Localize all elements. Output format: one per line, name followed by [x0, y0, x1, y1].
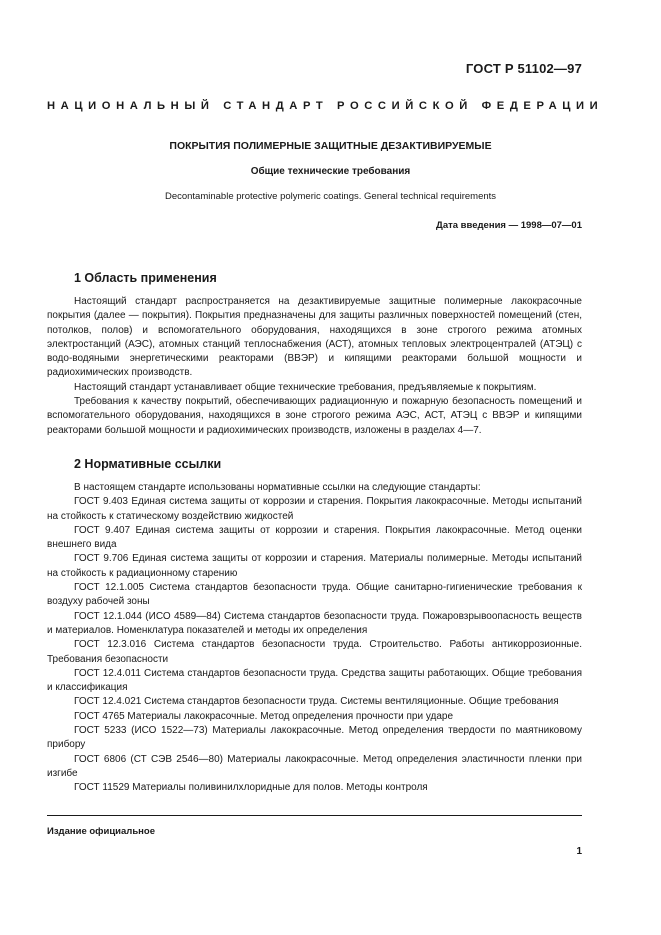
section-scope: [47, 270, 582, 438]
paragraph: Настоящий стандарт устанавливает общие технические требования, предъявляемые к покрытиям.: [74, 381, 537, 393]
reference-item: ГОСТ 5233 (ИСО 1522—73) Материалы лакокрасочные. Метод определения твердости по маятниковому прибору: [47, 725, 582, 751]
introduction-date: Дата введения — 1998—07—01: [436, 220, 582, 231]
document-subtitle: Общие технические требования: [250, 166, 411, 177]
reference-item: ГОСТ 6806 (СТ СЭВ 2546—80) Материалы лакокрасочные. Метод определения эластичности пленки при изгибе: [47, 753, 582, 779]
page-number: 1: [576, 846, 582, 857]
reference-item: ГОСТ 9.407 Единая система защиты от коррозии и старения. Покрытия лакокрасочные. Метод оценки внешнего вида: [47, 524, 582, 551]
reference-item: ГОСТ 9.706 Единая система защиты от коррозии и старения. Материалы полимерные. Методы испытаний на стойкость к радиационному старению: [47, 553, 582, 579]
reference-item: ГОСТ 12.4.011 Система стандартов безопасности труда. Средства защиты работающих. Общие требования и классификация: [47, 667, 582, 694]
reference-item: ГОСТ 12.4.021 Система стандартов безопасности труда. Системы вентиляционные. Общие требования: [74, 696, 559, 708]
document-body: [47, 270, 582, 796]
paragraph: Настоящий стандарт распространяется на дезактивируемые защитные полимерные лакокрасочные покрытия (далее — покрытия). Покрытия предназначены для защиты различных поверхностей помещений (стен, потолков, полов) и вспомогательного оборудования, находящихся в зоне строгого режима атомных электростанций (АЭС), атомных станций теплоснабжения (АСТ), атомных тепловых электроцентралей (АТЭЦ) с водо-водяными энергетическими реакторами (ВВЭР) и кипящими реакторами большой мощности и радиохимических производств.: [47, 296, 582, 379]
section-heading: 1 Область применения: [74, 271, 217, 285]
paragraph: Требования к качеству покрытий, обеспечивающих радиационную и пожарную безопасность помещений и вспомогательного оборудования, находящихся в зоне строгого режима АЭС, АСТ, АТЭЦ с ВВЭР и кипящими реакторами большой мощности и радиохимических производств, изложены в разделах 4—7.: [47, 396, 582, 436]
reference-item: ГОСТ 9.403 Единая система защиты от коррозии и старения. Покрытия лакокрасочные. Методы испытаний на стойкость к статическому воздействию жидкостей: [47, 496, 582, 522]
reference-item: ГОСТ 12.3.016 Система стандартов безопасности труда. Строительство. Работы антикоррозионные. Требования безопасности: [47, 639, 582, 665]
reference-item: ГОСТ 11529 Материалы поливинилхлоридные для полов. Методы контроля: [74, 782, 428, 794]
reference-item: ГОСТ 12.1.044 (ИСО 4589—84) Система стандартов безопасности труда. Пожаровзрывоопасность веществ и материалов. Номенклатура показателей и методы их определения: [47, 610, 582, 636]
paragraph: В настоящем стандарте использованы нормативные ссылки на следующие стандарты:: [74, 481, 481, 493]
national-standard-title: НАЦИОНАЛЬНЫЙ СТАНДАРТ РОССИЙСКОЙ ФЕДЕРАЦИИ: [47, 100, 604, 112]
reference-item: ГОСТ 4765 Материалы лакокрасочные. Метод определения прочности при ударе: [74, 710, 454, 722]
gost-number: ГОСТ Р 51102—97: [465, 61, 582, 76]
reference-item: ГОСТ 12.1.005 Система стандартов безопасности труда. Общие санитарно-гигиенические требования к воздуху рабочей зоны: [47, 582, 582, 608]
footer-divider: [47, 815, 582, 816]
english-title: Decontaminable protective polymeric coatings. General technical requirements: [164, 191, 497, 202]
edition-label: Издание официальное: [47, 826, 155, 837]
document-title: ПОКРЫТИЯ ПОЛИМЕРНЫЕ ЗАЩИТНЫЕ ДЕЗАКТИВИРУЕМЫЕ: [169, 140, 492, 152]
section-normative-references: [47, 456, 582, 796]
section-heading: 2 Нормативные ссылки: [74, 456, 222, 471]
